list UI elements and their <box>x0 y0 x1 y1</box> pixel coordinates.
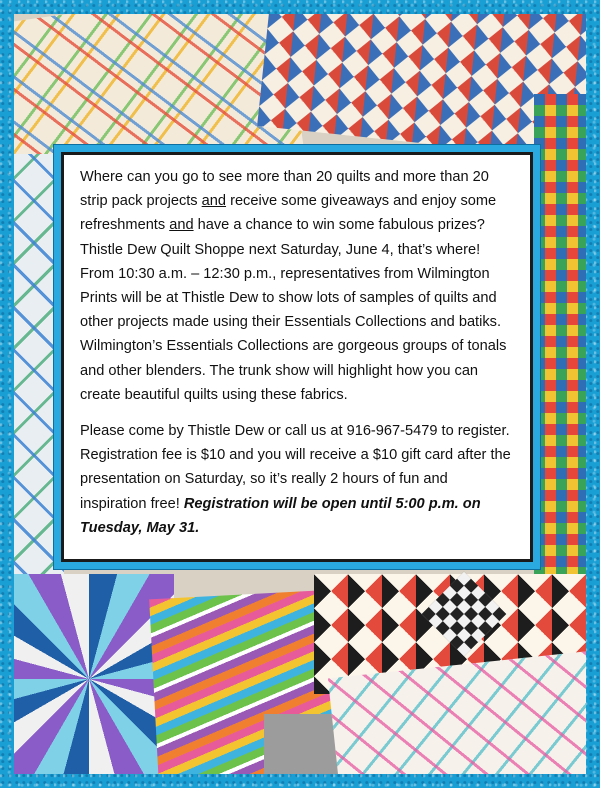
paragraph1-text-c: have a chance to win some fabulous prizes? Thistle Dew Quilt Shoppe next Saturday, June 4, that’s where! From 10:30 a.m. – 12:30 p.m., representatives from Wilmington Prints will be at Thistle Dew to show lots of samples of quilts and other projects made using their Essentials Collections and batiks. Wilmington’s Essentials Collections are gorgeous groups of tonals and other blenders. The trunk show will highlight how you can create beautiful quilts using these fabrics. <box>80 217 507 403</box>
registration-paragraph <box>80 419 516 540</box>
paragraph1-text-b: receive some giveaways and enjoy some refreshments <box>80 193 497 234</box>
underlined-and-2: and <box>169 217 194 234</box>
event-description-paragraph <box>80 165 516 407</box>
quilt-squares-right <box>534 94 586 614</box>
paragraph1-text-a: Where can you go to see more than 20 quilts and more than 20 strip pack projects <box>80 169 489 210</box>
registration-text: Please come by Thistle Dew or call us at 916-967-5479 to register. Registration fee is $10 and you will receive a $10 gift card after the presentation on Saturday, so it’s really 2 hours of fun and inspiration free! <box>80 423 511 512</box>
underlined-and-1: and <box>201 193 227 210</box>
announcement-card <box>61 152 533 562</box>
quilt-lattice-left <box>14 154 64 614</box>
registration-deadline: Registration will be open until 5:00 p.m. on Tuesday, May 31. <box>80 495 481 536</box>
